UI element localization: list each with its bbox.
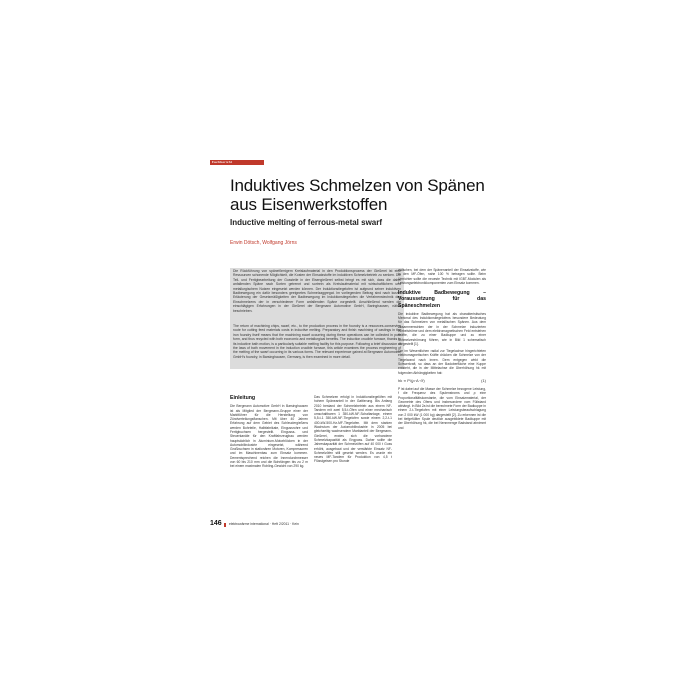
- article-authors: Erwin Dötsch, Wolfgang Jörns: [230, 240, 297, 246]
- right-col-paragraph: zwischen, bei dem der Spänenanteil der Einsatzstoffe, wie in den MF-Öfen, nahe 100 % betragen sollte. Beim Umrichter sollte die neueste Technik mit IGBT-Modulen als Leistungselektronikkomponenten zum Einsatz kommen.: [398, 268, 486, 285]
- section-tag: Fachbericht: [210, 160, 264, 165]
- body-paragraph: Die Bergmann Automotive GmbH in Barsinghausen ist als Mitglied der Bergmann-Gruppe einer der Marktführer für die Herstellung von Zündverteilungsflanschen. Mit über 40 Jahren Erfahrung auf dem Gebiet des Schleudergießens werden Bohrteile, Halbfabrikate, Eingussrohre und Fertigbuchsen hergestellt. Eingusss- und Steuerkanäle für den Kraftfahrzeugbau werden hauptsächlich in Aluminium-Motorblöcken in der Automobilindustrie eingesetzt, während Großbuchsen in stationären Motoren, Kompressoren und im Maschinenbau zum Einsatz kommen. Dementsprechend reichen die Innendurchmesser von 60 bis 210 mm und die Bohrlängen bis zu 2 m bei einem maximalen Rohling-Gewicht von 290 kg.: [230, 404, 308, 469]
- page-number: 146: [210, 520, 222, 527]
- right-col-paragraph: P ist dabei auf die Masse der Schmelze bezogene Leistung, f die Frequenz des Spulenstroms und ρ eine Proportionalitätskonstante, die vom Einsatzmaterial, der Geometrie des Ofens und insbesondere vom Füllstand abhängt. In Bild 2a ist die berechnete Form der Badkuppe in einem 2-t-Tiegelofen mit einer Leistungsbeaufschlagung von 2 000 kW (1 000 kg) dargestellt [2]. Zu erkennen ist die bei tiefgefüllter Spule deutlich ausgebildete Badkuppe mit der Überhöhung hk, die bei Nennmenge Badstand abnimmt und: [398, 386, 486, 430]
- formula-1: [398, 378, 486, 384]
- section-heading-bath-motion: Induktive Badbewegung – Voraussetzung für das Späneschmelzen: [398, 290, 486, 309]
- formula-expression: hk ∝ P/(ρ·A·√f): [398, 377, 425, 383]
- right-column: [398, 268, 486, 433]
- abstract-english: The return of machining chips, swarf, etc., to the production process in the foundry is a resources-conserving route for cutting feed materials costs in inductive melting. Preparatory and finish machining of castings in the iron foundry itself means that the machining swarf occurring during these operations can be collected in pure form, and thus recycled with both economic and metallurgical benefits. The induction crucible furnace, thanks to its inductive bath motion, is a particularly suitable melting facility for this purpose. Following a brief discussion of the laws of bath movement in the induction crucible furnace, this article examines the process engineering of the melting of the swarf occurring in its various forms. The relevant experience gained at Bergmann Automotive GmbH's foundry, in Barsinghausen, Germany, is then examined in more detail.: [233, 324, 401, 359]
- abstract-box: [230, 268, 404, 369]
- abstract-german: Die Rückführung von späneförmigem Kreislaufmaterial in den Produktionsprozess der Gießerei ist eine Ressourcen schonende Möglichkeit, die Kosten der Einsatzstoffe im induktiven Schmelzbetrieb zu senken. Die Teil- und Fertigbearbeitung der Gussteile in der Eisengießerei selbst bringt es mit sich, dass die dabei anfallenden Späne nach Sorten getrennt und sortrein als Kreislaufmaterial mit wirtschaftlichem und metallurgischem Nutzen eingesetzt werden können. Der Induktionstiegelofen ist aufgrund seiner induktiven Badbewegung ein dafür besonders geeignetes Schmelzaggregat. Im vorliegenden Beitrag sind nach kurzer Erläuterung der Gesetzmäßigkeiten der Badbewegung im Induktionstiegelofen die Verfahrenstechnik des Einschmelzens der in verschiedener Form anfallenden Späne vorgestellt. Anschließend werden die einschlägigen Erfahrungen in der Gießerei der Bergmann Automotive GmbH, Baringhausen, näher beschrieben.: [233, 269, 401, 313]
- body-column-1: [230, 395, 308, 472]
- footer-accent: [224, 523, 226, 527]
- formula-number: (1): [481, 377, 486, 383]
- journal-info: elektrowärme international · Heft 2/2011 · Kein: [229, 522, 299, 526]
- body-paragraph: Das Schmelzen erfolgt in Induktionstiegelöfen mit hohem Späneanteil in der Gattierung. Bis Anfang 2010 bestand der Schmelzbetrieb aus einem NF-Tandem mit zwei 5,5-t-Öfen und einer mechanisch umschaltbaren 1 350-kW-NF-Schaltanlage, einem 5,5-t-1 350-kW-NF-Tiegelofen sowie einem 2,2-t-1 400-kW-500-Hz-MF-Tiegelofen. Mit dem starken Wachstum der Automobilindustrie in 2005 bei gleichzeitig wachsendem Marktanteil der Bergmann-Gießerei, erwies sich die vorhandene Schmelzkapazität als Engpass. Daher sollte die Jahreskapazität der Schmelzöfen auf 40 000 t Guss erhöht, ausgebaut und der verstärkte Einsatz NF-Schmelzöfen still gesetzt werden. Es wurde ein neues MF-Tandem für Produktion von 4,5 t Flüssigeisen pro Stunde: [314, 395, 392, 464]
- section-heading-introduction: Einleitung: [230, 395, 256, 401]
- right-col-paragraph: Die im Wesentlichen radial zur Tiegelachse hingerichteten elektromagnetischen Kräfte drücken die Schmelze von der Tiegelwand nach innen. Dem entgegen wirkt die Schwerkraft, so dass an der Badoberfläche eine Kuppe entsteht, die in der Mittelachse die Überhöhung hk mit folgenden Abhängigkeiten hat:: [398, 349, 486, 375]
- journal-page: [198, 148, 502, 552]
- right-col-paragraph: Die induktive Badbewegung hat als charakteristisches Merkmal des Induktionstiegelofens besondere Bedeutung für das Schmelzen von metallischen Spänen. Aus dem Zusammenwirken der in der Schmelze induzierten Wirbelströme und dem elektromagnetischen Feld entstehen Kräfte, die zu einer Badkuppe und zu einer Schmelzeströmung führen, wie in Bild 1 schematisch dargestellt [1].: [398, 311, 486, 346]
- article-subtitle: Inductive melting of ferrous-metal swarf: [230, 218, 383, 227]
- body-column-2: [314, 395, 392, 467]
- article-title: Induktives Schmelzen von Spänen aus Eisenwerkstoffen: [230, 176, 485, 214]
- page-footer: [210, 520, 490, 528]
